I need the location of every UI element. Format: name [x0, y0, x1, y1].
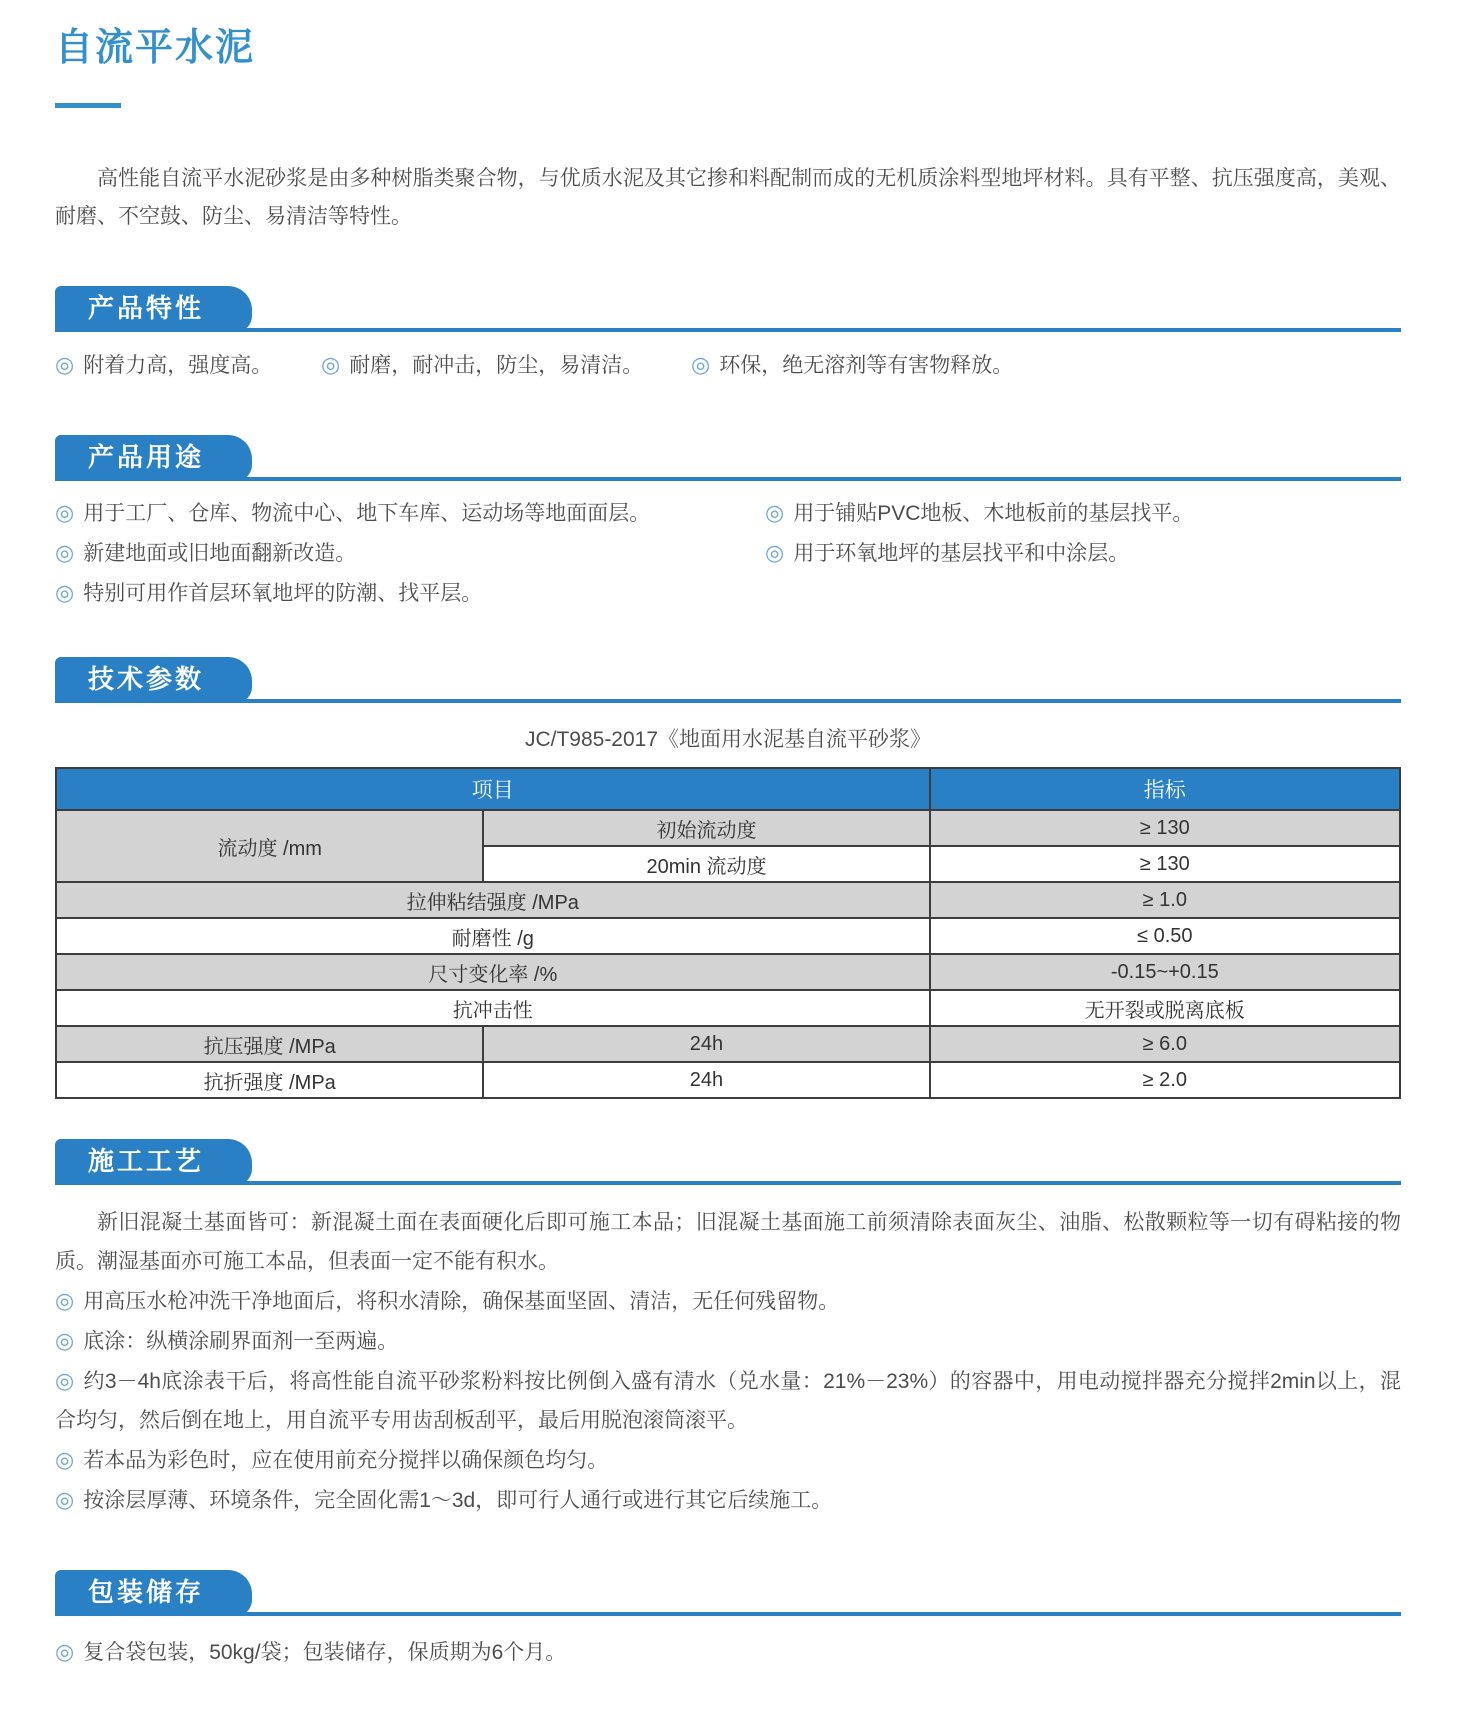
list-item-text: 环保，绝无溶剂等有害物释放。 — [719, 354, 1014, 377]
section-heading-process: 施工工艺 — [55, 1139, 252, 1185]
list-item-text: 用高压水枪冲洗干净地面后，将积水清除，确保基面坚固、清洁，无任何残留物。 — [83, 1290, 840, 1313]
param-name-cell: 耐磨性 /g — [56, 918, 930, 954]
standard-caption: JC/T985-2017《地面用水泥基自流平砂浆》 — [524, 728, 932, 751]
list-item-text: 用于铺贴PVC地板、木地板前的基层找平。 — [793, 502, 1194, 525]
list-item — [55, 1480, 1401, 1520]
double-circle-bullet-icon: ◎ — [691, 352, 711, 377]
list-item-text: 新建地面或旧地面翻新改造。 — [83, 542, 357, 565]
column-header-index: 指标 — [930, 768, 1400, 810]
table-row — [56, 1062, 1400, 1098]
list-item-text: 若本品为彩色时，应在使用前充分搅拌以确保颜色均匀。 — [83, 1449, 609, 1472]
uses-list-left — [55, 493, 765, 613]
list-item-text: 复合袋包装，50kg/袋；包装储存，保质期为6个月。 — [83, 1641, 567, 1664]
section-header — [55, 1139, 1401, 1185]
list-item — [55, 1281, 1401, 1321]
param-name-cell: 尺寸变化率 /% — [56, 954, 930, 990]
param-value-cell: ≥ 6.0 — [930, 1026, 1400, 1062]
intro-paragraph: 高性能自流平水泥砂浆是由多种树脂类聚合物，与优质水泥及其它掺和料配制而成的无机质涂料型地坪材料。具有平整、抗压强度高，美观、耐磨、不空鼓、防尘、易清洁等特性。 — [55, 167, 1401, 228]
param-value-cell: -0.15~+0.15 — [930, 954, 1400, 990]
param-sub-cell: 24h — [483, 1062, 929, 1098]
table-row — [56, 882, 1400, 918]
double-circle-bullet-icon: ◎ — [55, 580, 75, 605]
list-item — [765, 533, 1401, 573]
list-item-text: 底涂：纵横涂刷界面剂一至两遍。 — [83, 1330, 399, 1353]
param-sub-cell: 24h — [483, 1026, 929, 1062]
list-item — [691, 345, 1013, 385]
list-item — [55, 1361, 1401, 1440]
spec-table — [55, 767, 1401, 1099]
section-features — [55, 286, 1401, 385]
double-circle-bullet-icon: ◎ — [55, 1639, 75, 1664]
section-rule — [55, 477, 1401, 481]
section-rule — [55, 699, 1401, 703]
list-item — [55, 573, 765, 613]
double-circle-bullet-icon: ◎ — [321, 352, 341, 377]
param-value-cell: ≤ 0.50 — [930, 918, 1400, 954]
section-packaging — [55, 1570, 1401, 1672]
table-row — [56, 954, 1400, 990]
uses-columns — [55, 493, 1401, 613]
list-item — [55, 533, 765, 573]
uses-list-right — [765, 493, 1401, 613]
double-circle-bullet-icon: ◎ — [55, 1447, 75, 1472]
table-header-row — [56, 768, 1400, 810]
double-circle-bullet-icon: ◎ — [55, 352, 75, 377]
double-circle-bullet-icon: ◎ — [765, 540, 785, 565]
double-circle-bullet-icon: ◎ — [765, 500, 785, 525]
list-item-text: 按涂层厚薄、环境条件，完全固化需1～3d，即可行人通行或进行其它后续施工。 — [83, 1489, 833, 1512]
list-item — [55, 1632, 1401, 1672]
list-item-text: 用于工厂、仓库、物流中心、地下车库、运动场等地面面层。 — [83, 502, 651, 525]
param-name-cell: 抗压强度 /MPa — [56, 1026, 483, 1062]
title-underline — [55, 103, 121, 108]
section-heading-tech: 技术参数 — [55, 657, 252, 703]
section-header — [55, 286, 1401, 332]
section-rule — [55, 1181, 1401, 1185]
section-tech-params — [55, 657, 1401, 1099]
list-item-text: 约3－4h底涂表干后，将高性能自流平砂浆粉料按比例倒入盛有清水（兑水量：21%－23%）的容器中，用电动搅拌器充分搅拌2min以上，混合均匀，然后倒在地上，用自流平专用齿刮板刮平，最后用脱泡滚筒滚平。 — [55, 1370, 1401, 1432]
product-datasheet-page — [0, 16, 1459, 1712]
table-row — [56, 918, 1400, 954]
list-item — [55, 493, 765, 533]
table-row — [56, 810, 1400, 846]
list-item — [765, 493, 1401, 533]
param-sub-cell: 20min 流动度 — [483, 846, 929, 882]
section-header — [55, 435, 1401, 481]
section-header — [55, 1570, 1401, 1616]
double-circle-bullet-icon: ◎ — [55, 1328, 75, 1353]
section-heading-uses: 产品用途 — [55, 435, 252, 481]
list-item-text: 特别可用作首层环氧地坪的防潮、找平层。 — [83, 582, 483, 605]
section-header — [55, 657, 1401, 703]
double-circle-bullet-icon: ◎ — [55, 1487, 75, 1512]
packaging-list — [55, 1632, 1401, 1672]
param-value-cell: 无开裂或脱离底板 — [930, 990, 1400, 1026]
section-process — [55, 1139, 1401, 1520]
param-value-cell: ≥ 130 — [930, 846, 1400, 882]
page-title: 自流平水泥 — [55, 27, 256, 69]
param-name-cell: 抗折强度 /MPa — [56, 1062, 483, 1098]
section-rule — [55, 1612, 1401, 1616]
list-item-text: 耐磨，耐冲击，防尘，易清洁。 — [349, 354, 644, 377]
section-heading-features: 产品特性 — [55, 286, 252, 332]
section-rule — [55, 328, 1401, 332]
list-item-text: 附着力高，强度高。 — [83, 354, 273, 377]
param-value-cell: ≥ 130 — [930, 810, 1400, 846]
list-item — [55, 1321, 1401, 1361]
param-group-cell: 流动度 /mm — [56, 810, 483, 882]
param-sub-cell: 初始流动度 — [483, 810, 929, 846]
double-circle-bullet-icon: ◎ — [55, 540, 75, 565]
process-intro-paragraph: 新旧混凝土基面皆可：新混凝土面在表面硬化后即可施工本品；旧混凝土基面施工前须清除表面灰尘、油脂、松散颗粒等一切有碍粘接的物质。潮湿基面亦可施工本品，但表面一定不能有积水。 — [55, 1211, 1401, 1273]
param-value-cell: ≥ 1.0 — [930, 882, 1400, 918]
double-circle-bullet-icon: ◎ — [55, 500, 75, 525]
section-uses — [55, 435, 1401, 613]
process-steps-list — [55, 1281, 1401, 1520]
features-list — [55, 345, 1401, 385]
column-header-item: 项目 — [56, 768, 930, 810]
list-item — [321, 345, 691, 385]
param-value-cell: ≥ 2.0 — [930, 1062, 1400, 1098]
list-item — [55, 345, 321, 385]
list-item — [55, 1440, 1401, 1480]
list-item-text: 用于环氧地坪的基层找平和中涂层。 — [793, 542, 1130, 565]
section-heading-packaging: 包装储存 — [55, 1570, 252, 1616]
double-circle-bullet-icon: ◎ — [55, 1368, 75, 1393]
double-circle-bullet-icon: ◎ — [55, 1288, 75, 1313]
param-name-cell: 拉伸粘结强度 /MPa — [56, 882, 930, 918]
table-row — [56, 990, 1400, 1026]
param-name-cell: 抗冲击性 — [56, 990, 930, 1026]
table-row — [56, 1026, 1400, 1062]
